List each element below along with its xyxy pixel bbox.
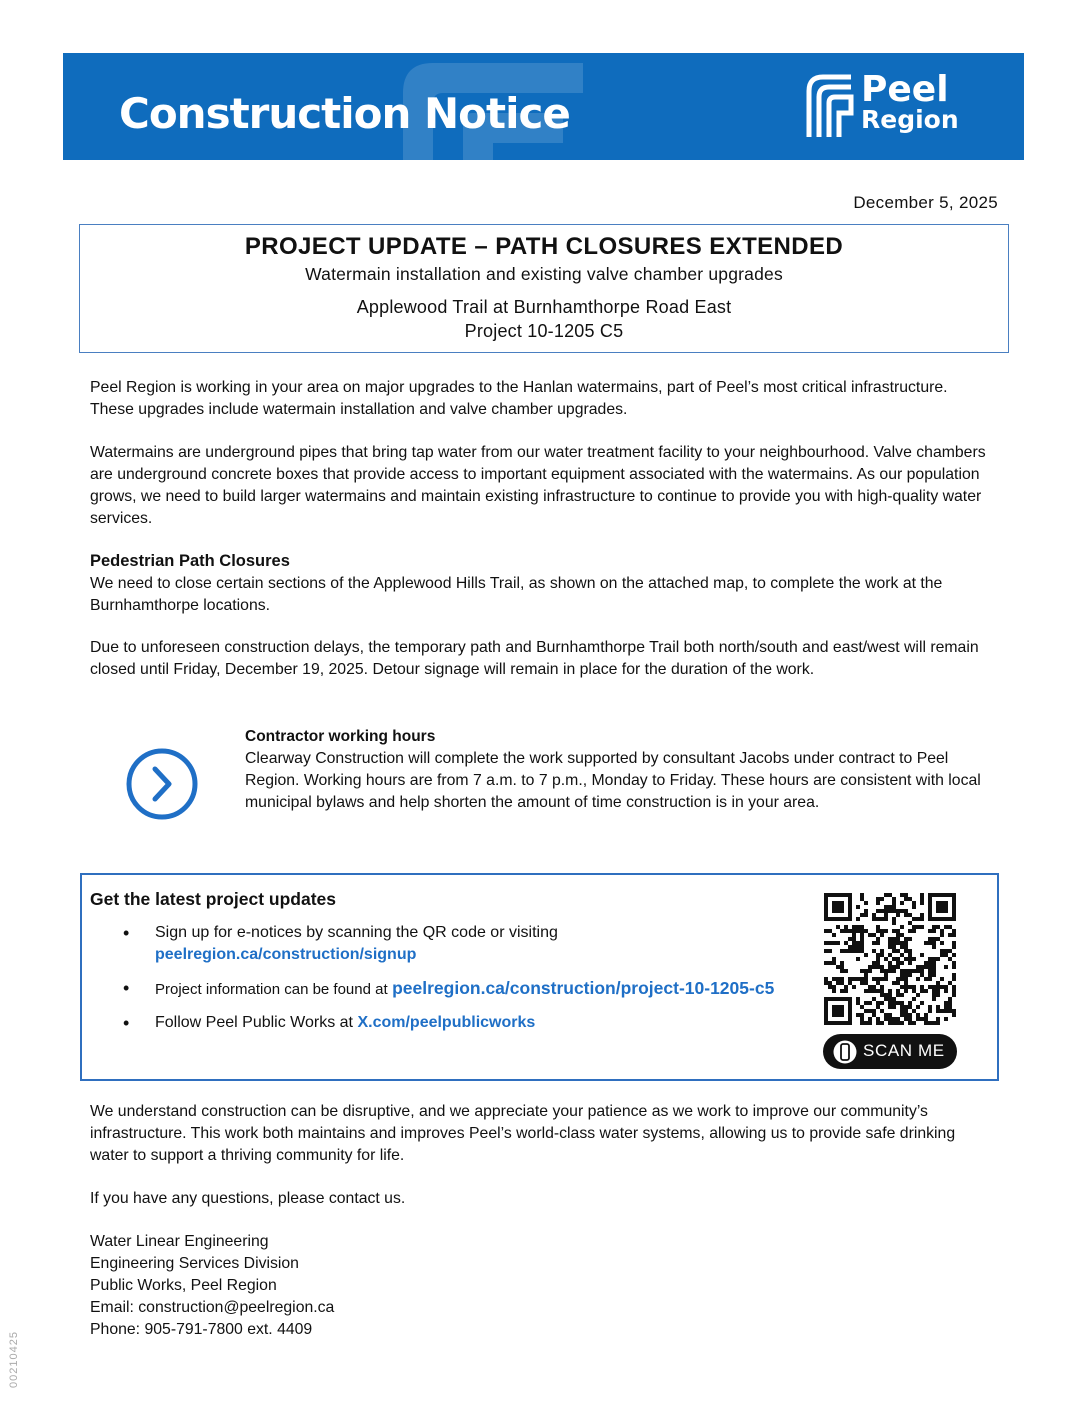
follow-text: Follow Peel Public Works at xyxy=(155,1014,353,1031)
paragraph-text: Due to unforeseen construction delays, the temporary path and Burnhamthorpe Trail both north/south and east/west will remain closed until Friday, December 19, 2025. Detour signage will remain in place for the duration of the work. xyxy=(90,639,979,678)
contractor-section xyxy=(245,726,1005,814)
x-account-link[interactable]: X.com/peelpublicworks xyxy=(357,1014,536,1031)
list-item xyxy=(82,977,782,1001)
project-title: PROJECT UPDATE – PATH CLOSURES EXTENDED xyxy=(244,233,844,260)
updates-list xyxy=(82,911,782,1034)
scan-me-badge xyxy=(823,1034,957,1069)
intro-paragraph xyxy=(90,377,995,421)
list-item xyxy=(82,922,782,966)
document-id: 00210425 xyxy=(8,1331,20,1388)
contractor-text: Clearway Construction will complete the work supported by consultant Jacobs under contract to Peel Region. Working hours are from 7 a.m. to 7 p.m., Monday to Friday. These hours are consistent with local municipal bylaws and help shorten the amount of time construction is in your area. xyxy=(245,750,981,811)
sig-line-email: Email: construction@peelregion.ca xyxy=(90,1299,335,1316)
peel-logo-mark-icon xyxy=(805,73,855,137)
logo-word-region: Region xyxy=(861,105,959,134)
peel-region-logo xyxy=(805,69,965,141)
pedestrian-heading: Pedestrian Path Closures xyxy=(90,552,290,570)
sig-line-department: Public Works, Peel Region xyxy=(90,1277,277,1294)
notice-banner xyxy=(63,53,1024,160)
project-location: Applewood Trail at Burnhamthorpe Road East xyxy=(356,297,732,317)
sig-line-group: Water Linear Engineering xyxy=(90,1233,269,1250)
scan-me-label: SCAN ME xyxy=(863,1041,945,1060)
pedestrian-paragraph-2 xyxy=(90,637,995,681)
sig-line-division: Engineering Services Division xyxy=(90,1255,299,1272)
contractor-heading: Contractor working hours xyxy=(245,728,436,745)
project-subtitle: Watermain installation and existing valve chamber upgrades xyxy=(305,264,783,284)
sig-line-phone: Phone: 905-791-7800 ext. 4409 xyxy=(90,1321,313,1338)
list-item xyxy=(82,1012,782,1034)
project-info-link[interactable]: peelregion.ca/construction/project-10-1205-c5 xyxy=(392,978,775,998)
closing-paragraph: We understand construction can be disruptive, and we appreciate your patience as we work to improve our community’s infrastructure. This work both maintains and improves Peel’s world-class water systems, allowing us to provide safe drinking water to support a thriving community for life. xyxy=(90,1103,956,1164)
watermain-paragraph xyxy=(90,442,995,530)
pedestrian-paragraph-1 xyxy=(90,573,995,617)
paragraph-text: We need to close certain sections of the Applewood Hills Trail, as shown on the attached map, to complete the work at the Burnhamthorpe locations. xyxy=(90,575,943,614)
signup-text: Sign up for e-notices by scanning the QR code or visiting xyxy=(155,924,558,941)
chevron-right-circle-icon xyxy=(125,747,199,821)
project-updates-box xyxy=(80,873,999,1081)
phone-icon xyxy=(833,1039,857,1065)
logo-word-peel: Peel xyxy=(861,69,949,110)
project-number: Project 10-1205 C5 xyxy=(464,321,624,341)
paragraph-text: Watermains are underground pipes that bring tap water from our water treatment facility to your neighbourhood. Valve chambers are underground concrete boxes that provide access to important equipment associated with the watermains. As our population grows, we need to build larger watermains and maintain existing infrastructure to continue to provide you with high-quality water services. xyxy=(90,444,986,527)
closing-section xyxy=(90,1101,995,1231)
paragraph-text: Peel Region is working in your area on major upgrades to the Hanlan watermains, part of Peel’s most critical infrastructure. These upgrades include watermain installation and valve chamber upgrades. xyxy=(90,379,948,418)
signup-link[interactable]: peelregion.ca/construction/signup xyxy=(155,946,417,963)
contact-signature xyxy=(90,1231,334,1341)
project-info-text: Project information can be found at xyxy=(155,981,388,998)
project-title-box xyxy=(79,224,1009,353)
updates-heading: Get the latest project updates xyxy=(90,889,337,909)
banner-title: Construction Notice xyxy=(119,89,570,138)
qr-code[interactable] xyxy=(824,893,956,1029)
notice-date: December 5, 2025 xyxy=(853,193,998,212)
questions-paragraph: If you have any questions, please contact us. xyxy=(90,1190,406,1207)
